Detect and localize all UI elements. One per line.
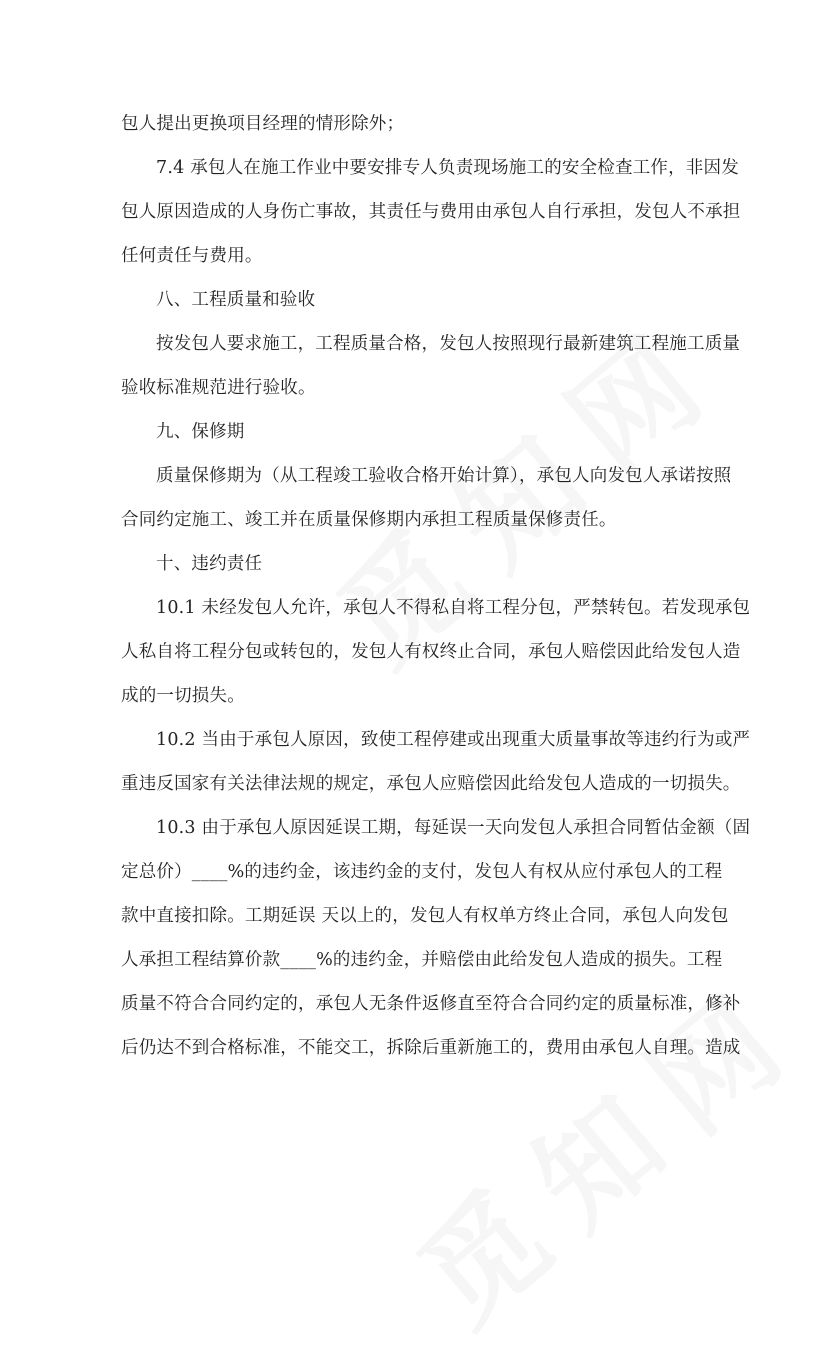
paragraph-line: 人承担工程结算价款____%的违约金，并赔偿由此给发包人造成的损失。工程 <box>121 950 723 970</box>
paragraph-line: 人私自将工程分包或转包的，发包人有权终止合同，承包人赔偿因此给发包人造 <box>121 642 741 662</box>
paragraph-line: 九、保修期 <box>156 422 245 442</box>
paragraph <box>121 278 717 322</box>
paragraph-line: 重违反国家有关法律法规的规定，承包人应赔偿因此给发包人造成的一切损失。 <box>121 774 741 794</box>
paragraph <box>121 322 741 410</box>
paragraph <box>121 542 717 586</box>
paragraph-line: 按发包人要求施工，工程质量合格，发包人按照现行最新建筑工程施工质量 <box>156 334 741 354</box>
paragraph-line: 合同约定施工、竣工并在质量保修期内承担工程质量保修责任。 <box>121 510 617 530</box>
paragraph-line: 成的一切损失。 <box>121 686 245 706</box>
paragraph-line: 任何责任与费用。 <box>121 246 263 266</box>
paragraph <box>121 718 751 806</box>
paragraph-line: 后仍达不到合格标准，不能交工，拆除后重新施工的，费用由承包人自理。造成 <box>121 1038 741 1058</box>
paragraph-line: 10.1 未经发包人允许，承包人不得私自将工程分包，严禁转包。若发现承包 <box>156 598 751 618</box>
paragraph-line: 定总价）____%的违约金，该违约金的支付，发包人有权从应付承包人的工程 <box>121 862 723 882</box>
paragraph <box>121 146 741 278</box>
paragraph-line: 款中直接扣除。工期延误 天以上的，发包人有权单方终止合同，承包人向发包 <box>121 906 729 926</box>
paragraph <box>121 410 717 454</box>
paragraph-line: 验收标准规范进行验收。 <box>121 378 316 398</box>
paragraph <box>121 806 751 1070</box>
paragraph-line: 质量不符合合同约定的，承包人无条件返修直至符合合同约定的质量标准，修补 <box>121 994 741 1014</box>
paragraph-line: 7.4 承包人在施工作业中要安排专人负责现场施工的安全检查工作，非因发 <box>156 158 739 178</box>
paragraph <box>121 454 732 542</box>
paragraph-line: 十、违约责任 <box>156 554 263 574</box>
paragraph <box>121 102 717 146</box>
paragraph-line: 质量保修期为（从工程竣工验收合格开始计算），承包人向发包人承诺按照 <box>156 466 732 486</box>
paragraph-line: 八、工程质量和验收 <box>156 290 316 310</box>
paragraph-line: 10.3 由于承包人原因延误工期，每延误一天向发包人承担合同暂估金额（固 <box>156 818 751 838</box>
paragraph <box>121 586 751 718</box>
paragraph-line: 包人原因造成的人身伤亡事故，其责任与费用由承包人自行承担，发包人不承担 <box>121 202 741 222</box>
document-body <box>121 102 751 1070</box>
paragraph-line: 包人提出更换项目经理的情形除外； <box>121 114 405 134</box>
paragraph-line: 10.2 当由于承包人原因，致使工程停建或出现重大质量事故等违约行为或严 <box>156 730 751 750</box>
